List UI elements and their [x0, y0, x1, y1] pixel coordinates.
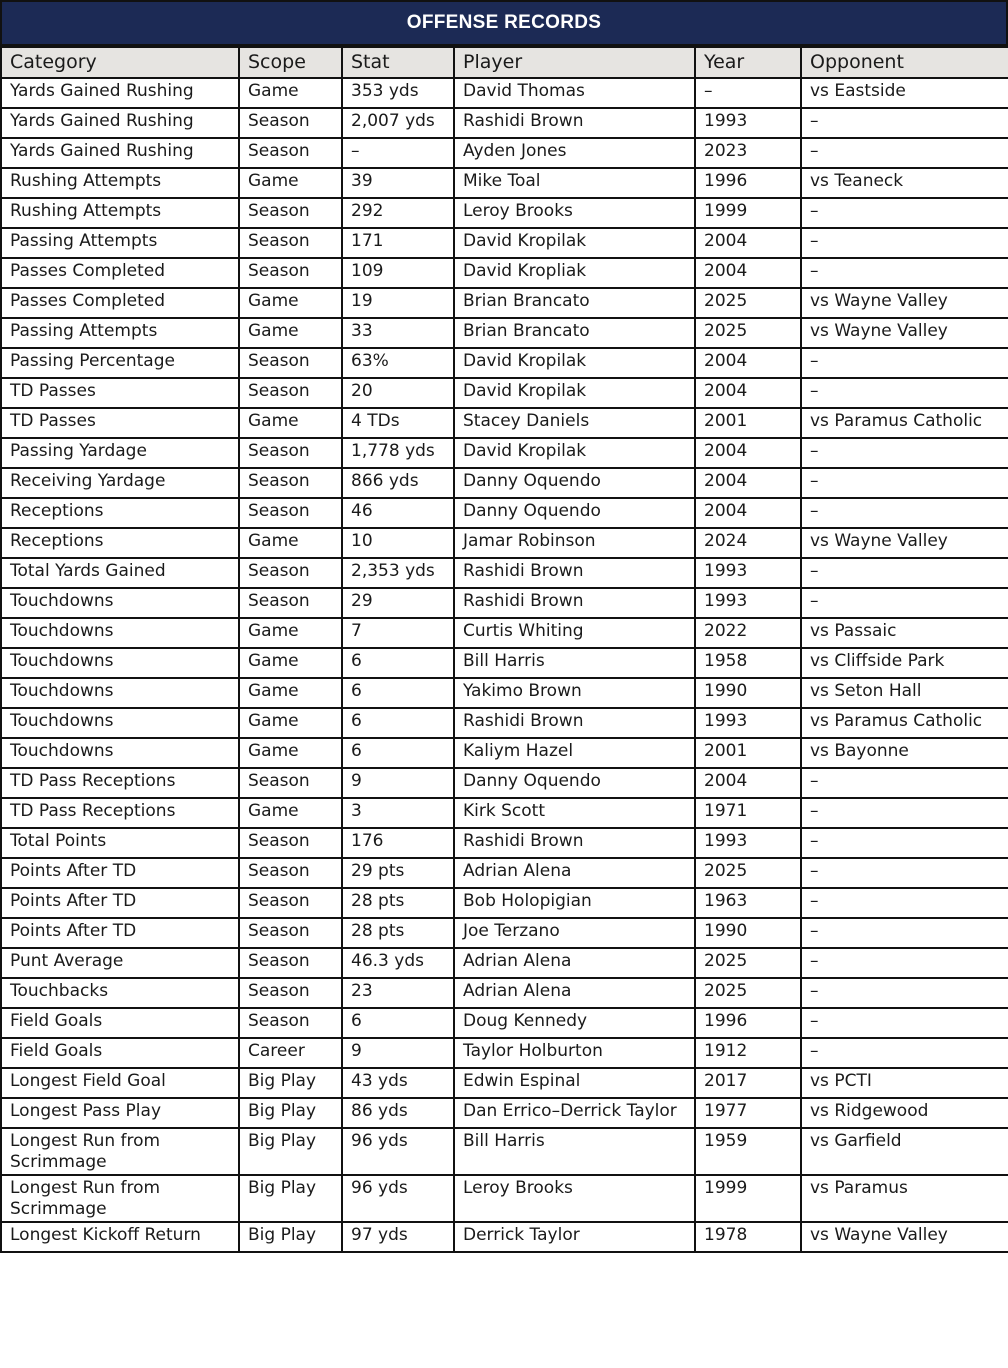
- category-cell: TD Passes: [1, 408, 239, 438]
- stat-cell: 9: [342, 768, 454, 798]
- category-cell: Touchdowns: [1, 618, 239, 648]
- stat-cell: 6: [342, 1008, 454, 1038]
- opponent-cell: vs Passaic: [801, 618, 1008, 648]
- player-cell: Taylor Holburton: [454, 1038, 695, 1068]
- category-cell: Longest Run from Scrimmage: [1, 1128, 239, 1175]
- category-cell: Yards Gained Rushing: [1, 108, 239, 138]
- header-row: [1, 47, 1008, 78]
- player-cell: Mike Toal: [454, 168, 695, 198]
- scope-cell: Career: [239, 1038, 342, 1068]
- column-header-year: Year: [695, 47, 801, 78]
- player-cell: David Kropliak: [454, 258, 695, 288]
- stat-cell: 6: [342, 678, 454, 708]
- stat-cell: 176: [342, 828, 454, 858]
- player-cell: David Kropilak: [454, 348, 695, 378]
- scope-cell: Game: [239, 168, 342, 198]
- player-cell: Edwin Espinal: [454, 1068, 695, 1098]
- table-row: [1, 408, 1008, 438]
- year-cell: 2022: [695, 618, 801, 648]
- stat-cell: 9: [342, 1038, 454, 1068]
- year-cell: 1990: [695, 918, 801, 948]
- opponent-cell: –: [801, 948, 1008, 978]
- table-row: [1, 918, 1008, 948]
- opponent-cell: –: [801, 978, 1008, 1008]
- category-cell: Longest Field Goal: [1, 1068, 239, 1098]
- year-cell: 2023: [695, 138, 801, 168]
- category-cell: Touchdowns: [1, 648, 239, 678]
- player-cell: Kirk Scott: [454, 798, 695, 828]
- category-cell: Total Points: [1, 828, 239, 858]
- opponent-cell: vs Teaneck: [801, 168, 1008, 198]
- player-cell: Brian Brancato: [454, 288, 695, 318]
- year-cell: 1959: [695, 1128, 801, 1175]
- scope-cell: Season: [239, 378, 342, 408]
- opponent-cell: –: [801, 498, 1008, 528]
- year-cell: 1993: [695, 588, 801, 618]
- column-header-stat: Stat: [342, 47, 454, 78]
- year-cell: 1977: [695, 1098, 801, 1128]
- year-cell: 2004: [695, 768, 801, 798]
- table-row: [1, 168, 1008, 198]
- scope-cell: Season: [239, 918, 342, 948]
- stat-cell: 353 yds: [342, 78, 454, 108]
- table-title: OFFENSE RECORDS: [0, 0, 1008, 46]
- player-cell: Ayden Jones: [454, 138, 695, 168]
- opponent-cell: –: [801, 228, 1008, 258]
- table-row: [1, 108, 1008, 138]
- stat-cell: 33: [342, 318, 454, 348]
- year-cell: 2025: [695, 318, 801, 348]
- scope-cell: Season: [239, 438, 342, 468]
- opponent-cell: –: [801, 438, 1008, 468]
- scope-cell: Season: [239, 978, 342, 1008]
- year-cell: 2004: [695, 498, 801, 528]
- offense-records-table: [0, 46, 1008, 1253]
- table-row: [1, 708, 1008, 738]
- opponent-cell: –: [801, 198, 1008, 228]
- player-cell: Rashidi Brown: [454, 828, 695, 858]
- opponent-cell: –: [801, 1038, 1008, 1068]
- player-cell: Adrian Alena: [454, 948, 695, 978]
- opponent-cell: –: [801, 918, 1008, 948]
- category-cell: Total Yards Gained: [1, 558, 239, 588]
- year-cell: 2017: [695, 1068, 801, 1098]
- scope-cell: Season: [239, 858, 342, 888]
- table-row: [1, 258, 1008, 288]
- stat-cell: 19: [342, 288, 454, 318]
- table-row: [1, 1175, 1008, 1222]
- column-header-scope: Scope: [239, 47, 342, 78]
- table-row: [1, 768, 1008, 798]
- table-row: [1, 528, 1008, 558]
- scope-cell: Season: [239, 558, 342, 588]
- player-cell: Derrick Taylor: [454, 1222, 695, 1252]
- category-cell: Field Goals: [1, 1038, 239, 1068]
- column-header-player: Player: [454, 47, 695, 78]
- stat-cell: 2,007 yds: [342, 108, 454, 138]
- opponent-cell: –: [801, 828, 1008, 858]
- year-cell: 1993: [695, 708, 801, 738]
- year-cell: 1912: [695, 1038, 801, 1068]
- year-cell: 1996: [695, 1008, 801, 1038]
- table-row: [1, 288, 1008, 318]
- table-row: [1, 438, 1008, 468]
- player-cell: Joe Terzano: [454, 918, 695, 948]
- opponent-cell: vs Bayonne: [801, 738, 1008, 768]
- player-cell: Danny Oquendo: [454, 468, 695, 498]
- year-cell: 2004: [695, 258, 801, 288]
- opponent-cell: –: [801, 558, 1008, 588]
- table-row: [1, 1128, 1008, 1175]
- table-row: [1, 1038, 1008, 1068]
- year-cell: 2025: [695, 858, 801, 888]
- table-row: [1, 858, 1008, 888]
- scope-cell: Season: [239, 588, 342, 618]
- opponent-cell: –: [801, 108, 1008, 138]
- year-cell: 1996: [695, 168, 801, 198]
- scope-cell: Big Play: [239, 1128, 342, 1175]
- scope-cell: Big Play: [239, 1098, 342, 1128]
- table-row: [1, 348, 1008, 378]
- stat-cell: 6: [342, 738, 454, 768]
- stat-cell: 63%: [342, 348, 454, 378]
- stat-cell: 1,778 yds: [342, 438, 454, 468]
- player-cell: Stacey Daniels: [454, 408, 695, 438]
- scope-cell: Season: [239, 948, 342, 978]
- category-cell: Passing Attempts: [1, 318, 239, 348]
- stat-cell: 7: [342, 618, 454, 648]
- stat-cell: 866 yds: [342, 468, 454, 498]
- player-cell: Bill Harris: [454, 1128, 695, 1175]
- category-cell: TD Pass Receptions: [1, 798, 239, 828]
- player-cell: David Kropilak: [454, 228, 695, 258]
- table-row: [1, 678, 1008, 708]
- table-row: [1, 468, 1008, 498]
- stat-cell: 86 yds: [342, 1098, 454, 1128]
- scope-cell: Game: [239, 618, 342, 648]
- opponent-cell: vs PCTI: [801, 1068, 1008, 1098]
- category-cell: Yards Gained Rushing: [1, 78, 239, 108]
- scope-cell: Game: [239, 738, 342, 768]
- year-cell: 2024: [695, 528, 801, 558]
- scope-cell: Season: [239, 1008, 342, 1038]
- opponent-cell: –: [801, 258, 1008, 288]
- table-row: [1, 828, 1008, 858]
- year-cell: 2001: [695, 408, 801, 438]
- scope-cell: Game: [239, 288, 342, 318]
- year-cell: 1993: [695, 828, 801, 858]
- year-cell: 1978: [695, 1222, 801, 1252]
- category-cell: Touchdowns: [1, 708, 239, 738]
- column-header-opponent: Opponent: [801, 47, 1008, 78]
- table-row: [1, 948, 1008, 978]
- category-cell: Points After TD: [1, 858, 239, 888]
- stat-cell: 46.3 yds: [342, 948, 454, 978]
- category-cell: Yards Gained Rushing: [1, 138, 239, 168]
- category-cell: Touchdowns: [1, 738, 239, 768]
- opponent-cell: vs Ridgewood: [801, 1098, 1008, 1128]
- year-cell: 2001: [695, 738, 801, 768]
- player-cell: Rashidi Brown: [454, 588, 695, 618]
- stat-cell: 3: [342, 798, 454, 828]
- year-cell: 2004: [695, 378, 801, 408]
- scope-cell: Season: [239, 258, 342, 288]
- stat-cell: 171: [342, 228, 454, 258]
- category-cell: Passes Completed: [1, 258, 239, 288]
- category-cell: Touchbacks: [1, 978, 239, 1008]
- category-cell: Longest Pass Play: [1, 1098, 239, 1128]
- category-cell: Longest Kickoff Return: [1, 1222, 239, 1252]
- player-cell: David Thomas: [454, 78, 695, 108]
- table-row: [1, 1098, 1008, 1128]
- table-row: [1, 888, 1008, 918]
- scope-cell: Game: [239, 408, 342, 438]
- table-row: [1, 558, 1008, 588]
- table-body: [1, 78, 1008, 1252]
- category-cell: Longest Run from Scrimmage: [1, 1175, 239, 1222]
- category-cell: Points After TD: [1, 918, 239, 948]
- category-cell: TD Passes: [1, 378, 239, 408]
- year-cell: 2025: [695, 978, 801, 1008]
- stat-cell: 96 yds: [342, 1128, 454, 1175]
- opponent-cell: –: [801, 138, 1008, 168]
- stat-cell: 2,353 yds: [342, 558, 454, 588]
- table-row: [1, 138, 1008, 168]
- opponent-cell: –: [801, 798, 1008, 828]
- category-cell: Receptions: [1, 528, 239, 558]
- table-row: [1, 378, 1008, 408]
- opponent-cell: –: [801, 858, 1008, 888]
- stat-cell: 97 yds: [342, 1222, 454, 1252]
- stat-cell: 6: [342, 708, 454, 738]
- stat-cell: 292: [342, 198, 454, 228]
- player-cell: Rashidi Brown: [454, 708, 695, 738]
- opponent-cell: vs Eastside: [801, 78, 1008, 108]
- scope-cell: Game: [239, 78, 342, 108]
- category-cell: Touchdowns: [1, 678, 239, 708]
- opponent-cell: vs Wayne Valley: [801, 288, 1008, 318]
- table-row: [1, 588, 1008, 618]
- category-cell: Points After TD: [1, 888, 239, 918]
- player-cell: Bill Harris: [454, 648, 695, 678]
- category-cell: Touchdowns: [1, 588, 239, 618]
- table-row: [1, 1008, 1008, 1038]
- player-cell: Kaliym Hazel: [454, 738, 695, 768]
- scope-cell: Big Play: [239, 1068, 342, 1098]
- stat-cell: 39: [342, 168, 454, 198]
- category-cell: Rushing Attempts: [1, 168, 239, 198]
- opponent-cell: –: [801, 348, 1008, 378]
- year-cell: 1990: [695, 678, 801, 708]
- opponent-cell: vs Wayne Valley: [801, 318, 1008, 348]
- stat-cell: 6: [342, 648, 454, 678]
- scope-cell: Season: [239, 108, 342, 138]
- year-cell: 2025: [695, 948, 801, 978]
- scope-cell: Game: [239, 708, 342, 738]
- stat-cell: 109: [342, 258, 454, 288]
- scope-cell: Game: [239, 318, 342, 348]
- opponent-cell: vs Paramus Catholic: [801, 708, 1008, 738]
- category-cell: Passing Yardage: [1, 438, 239, 468]
- category-cell: TD Pass Receptions: [1, 768, 239, 798]
- opponent-cell: –: [801, 1008, 1008, 1038]
- stat-cell: 28 pts: [342, 918, 454, 948]
- year-cell: 2004: [695, 228, 801, 258]
- stat-cell: 28 pts: [342, 888, 454, 918]
- player-cell: Adrian Alena: [454, 858, 695, 888]
- year-cell: 2025: [695, 288, 801, 318]
- category-cell: Passing Percentage: [1, 348, 239, 378]
- opponent-cell: vs Paramus Catholic: [801, 408, 1008, 438]
- scope-cell: Season: [239, 198, 342, 228]
- player-cell: Danny Oquendo: [454, 768, 695, 798]
- opponent-cell: –: [801, 588, 1008, 618]
- stat-cell: 20: [342, 378, 454, 408]
- scope-cell: Season: [239, 828, 342, 858]
- table-row: [1, 738, 1008, 768]
- opponent-cell: vs Paramus: [801, 1175, 1008, 1222]
- column-header-category: Category: [1, 47, 239, 78]
- player-cell: Rashidi Brown: [454, 558, 695, 588]
- stat-cell: 46: [342, 498, 454, 528]
- scope-cell: Big Play: [239, 1222, 342, 1252]
- opponent-cell: –: [801, 378, 1008, 408]
- stat-cell: 10: [342, 528, 454, 558]
- scope-cell: Game: [239, 648, 342, 678]
- table-row: [1, 1068, 1008, 1098]
- player-cell: Leroy Brooks: [454, 198, 695, 228]
- table-row: [1, 228, 1008, 258]
- opponent-cell: vs Garfield: [801, 1128, 1008, 1175]
- opponent-cell: vs Wayne Valley: [801, 528, 1008, 558]
- year-cell: 1999: [695, 1175, 801, 1222]
- year-cell: 1971: [695, 798, 801, 828]
- year-cell: 1958: [695, 648, 801, 678]
- player-cell: Danny Oquendo: [454, 498, 695, 528]
- player-cell: Brian Brancato: [454, 318, 695, 348]
- table-row: [1, 1222, 1008, 1252]
- stat-cell: 29: [342, 588, 454, 618]
- player-cell: Leroy Brooks: [454, 1175, 695, 1222]
- table-row: [1, 648, 1008, 678]
- category-cell: Field Goals: [1, 1008, 239, 1038]
- player-cell: Doug Kennedy: [454, 1008, 695, 1038]
- category-cell: Passing Attempts: [1, 228, 239, 258]
- stat-cell: –: [342, 138, 454, 168]
- year-cell: 2004: [695, 438, 801, 468]
- player-cell: David Kropilak: [454, 378, 695, 408]
- year-cell: 1999: [695, 198, 801, 228]
- stat-cell: 96 yds: [342, 1175, 454, 1222]
- opponent-cell: –: [801, 468, 1008, 498]
- table-row: [1, 498, 1008, 528]
- opponent-cell: vs Wayne Valley: [801, 1222, 1008, 1252]
- category-cell: Receptions: [1, 498, 239, 528]
- year-cell: 1993: [695, 558, 801, 588]
- table-row: [1, 78, 1008, 108]
- opponent-cell: vs Cliffside Park: [801, 648, 1008, 678]
- scope-cell: Season: [239, 768, 342, 798]
- table-row: [1, 798, 1008, 828]
- player-cell: Bob Holopigian: [454, 888, 695, 918]
- player-cell: Curtis Whiting: [454, 618, 695, 648]
- stat-cell: 43 yds: [342, 1068, 454, 1098]
- table-row: [1, 318, 1008, 348]
- category-cell: Passes Completed: [1, 288, 239, 318]
- scope-cell: Season: [239, 228, 342, 258]
- scope-cell: Season: [239, 888, 342, 918]
- stat-cell: 4 TDs: [342, 408, 454, 438]
- opponent-cell: vs Seton Hall: [801, 678, 1008, 708]
- player-cell: David Kropilak: [454, 438, 695, 468]
- player-cell: Jamar Robinson: [454, 528, 695, 558]
- stat-cell: 23: [342, 978, 454, 1008]
- year-cell: 2004: [695, 348, 801, 378]
- scope-cell: Season: [239, 468, 342, 498]
- opponent-cell: –: [801, 768, 1008, 798]
- scope-cell: Game: [239, 798, 342, 828]
- scope-cell: Season: [239, 138, 342, 168]
- stat-cell: 29 pts: [342, 858, 454, 888]
- player-cell: Yakimo Brown: [454, 678, 695, 708]
- category-cell: Punt Average: [1, 948, 239, 978]
- year-cell: 1993: [695, 108, 801, 138]
- year-cell: 1963: [695, 888, 801, 918]
- scope-cell: Game: [239, 528, 342, 558]
- opponent-cell: –: [801, 888, 1008, 918]
- scope-cell: Season: [239, 498, 342, 528]
- scope-cell: Game: [239, 678, 342, 708]
- player-cell: Adrian Alena: [454, 978, 695, 1008]
- scope-cell: Season: [239, 348, 342, 378]
- scope-cell: Big Play: [239, 1175, 342, 1222]
- category-cell: Receiving Yardage: [1, 468, 239, 498]
- year-cell: 2004: [695, 468, 801, 498]
- player-cell: Dan Errico–Derrick Taylor: [454, 1098, 695, 1128]
- year-cell: –: [695, 78, 801, 108]
- table-row: [1, 978, 1008, 1008]
- player-cell: Rashidi Brown: [454, 108, 695, 138]
- table-row: [1, 618, 1008, 648]
- table-row: [1, 198, 1008, 228]
- category-cell: Rushing Attempts: [1, 198, 239, 228]
